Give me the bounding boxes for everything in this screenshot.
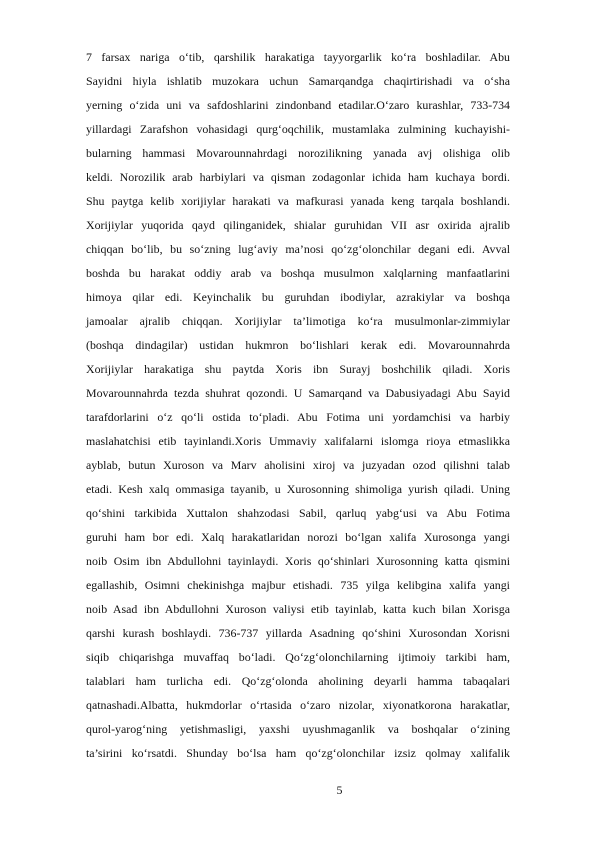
text-line: talablari ham turlicha edi. Qo‘zg‘olonda aholining deyarli hamma tabaqalari xyxy=(86,674,510,688)
text-line: Shu paytga kelib xorijiylar harakati va mafkurasi yanada keng tarqala boshlandi. xyxy=(86,194,510,208)
text-line: qurol-yarog‘ning yetishmasligi, yaxshi uyushmaganlik va boshqalar o‘zining xyxy=(86,722,510,736)
text-line: maslahatchisi etib tayinlandi.Xoris Ummaviy xalifalarni islomga rioya etmaslikka xyxy=(86,434,510,448)
text-line: tarafdorlarini o‘z qo‘li ostida to‘pladi. Abu Fotima uni yordamchisi va harbiy xyxy=(86,410,510,424)
text-line: keldi. Norozilik arab harbiylari va qisman zodagonlar ichida ham kuchaya bordi. xyxy=(86,170,510,184)
text-line: boshda bu harakat oddiy arab va boshqa musulmon xalqlarning manfaatlarini xyxy=(86,266,510,280)
body-text xyxy=(86,45,510,765)
text-line: noib Osim ibn Abdullohni tayinlaydi. Xoris qo‘shinlari Xurosonning katta qismini xyxy=(86,554,510,568)
text-line: Xorijiylar yuqorida qayd qilinganidek, shialar guruhidan VII asr oxirida ajralib xyxy=(86,218,510,232)
page-number: 5 xyxy=(336,783,343,797)
text-line: chiqqan bo‘lib, bu so‘zning lug‘aviy ma’nosi qo‘zg‘olonchilar degani edi. Avval xyxy=(86,242,510,256)
text-line: (boshqa dindagilar) ustidan hukmron bo‘lishlari kerak edi. Movarounnahrda xyxy=(86,338,510,352)
text-line: Movarounnahrda tezda shuhrat qozondi. U Samarqand va Dabusiyadagi Abu Sayid xyxy=(86,386,510,400)
text-line: himoya qilar edi. Keyinchalik bu guruhdan ibodiylar, azrakiylar va boshqa xyxy=(86,290,510,304)
text-line: 7 farsax nariga o‘tib, qarshilik harakatiga tayyorgarlik ko‘ra boshladilar. Abu xyxy=(86,50,510,64)
text-line: qo‘shini tarkibida Xuttalon shahzodasi Sabil, qarluq yabg‘usi va Abu Fotima xyxy=(86,506,510,520)
text-line: qarshi kurash boshlaydi. 736-737 yillarda Asadning qo‘shini Xurosondan Xorisni xyxy=(86,626,510,640)
text-line: guruhi ham bor edi. Xalq harakatlaridan norozi bo‘lgan xalifa Xurosonga yangi xyxy=(86,530,510,544)
text-line: yillardagi Zarafshon vohasidagi qurg‘oqchilik, mustamlaka zulmining kuchayishi- xyxy=(86,122,510,136)
text-line: jamoalar ajralib chiqqan. Xorijiylar ta’limotiga ko‘ra musulmonlar-zimmiylar xyxy=(86,314,510,328)
text-line: Sayidni hiyla ishlatib muzokara uchun Samarqandga chaqirtirishadi va o‘sha xyxy=(86,74,510,88)
text-line: bularning hammasi Movarounnahrdagi norozilikning yanada avj olishiga olib xyxy=(86,146,510,160)
text-line: etadi. Kesh xalq ommasiga tayanib, u Xurosonning shimoliga yurish qiladi. Uning xyxy=(86,482,510,496)
text-line: siqib chiqarishga muvaffaq bo‘ladi. Qo‘zg‘olonchilarning ijtimoiy tarkibi ham, xyxy=(86,650,510,664)
text-line: ayblab, butun Xuroson va Marv aholisini xiroj va juzyadan ozod qilishni talab xyxy=(86,458,510,472)
text-line: Xorijiylar harakatiga shu paytda Xoris ibn Surayj boshchilik qiladi. Xoris xyxy=(86,362,510,376)
text-line: egallashib, Osimni chekinishga majbur etishadi. 735 yilga kelibgina xalifa yangi xyxy=(86,578,510,592)
text-line: noib Asad ibn Abdullohni Xuroson valiysi etib tayinlab, katta kuch bilan Xorisga xyxy=(86,602,510,616)
text-line: ta’sirini ko‘rsatdi. Shunday bo‘lsa ham qo‘zg‘olonchilar izsiz qolmay xalifalik xyxy=(86,746,510,760)
text-line: qatnashadi.Albatta, hukmdorlar o‘rtasida o‘zaro nizolar, xiyonatkorona harakatlar, xyxy=(86,698,510,712)
text-line: yerning o‘zida uni va safdoshlarini zindonband etadilar.O‘zaro kurashlar, 733-734 xyxy=(86,98,510,112)
